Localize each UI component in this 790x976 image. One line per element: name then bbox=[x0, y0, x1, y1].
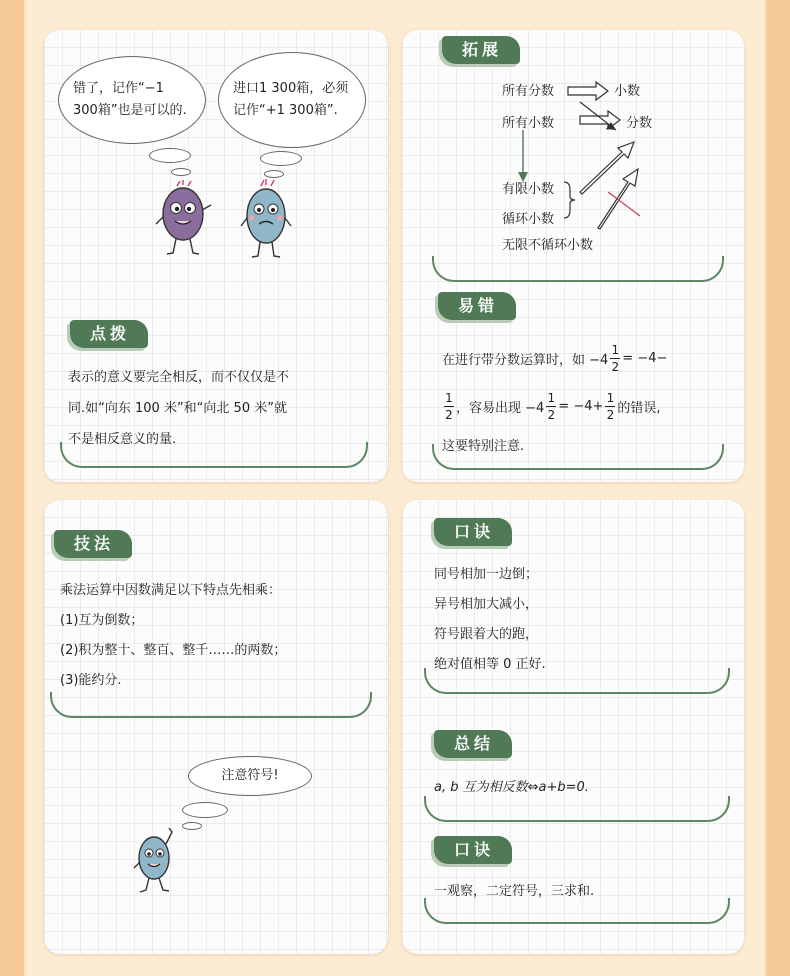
tag-koujue-1: 口诀 bbox=[434, 518, 512, 546]
node-fraction: 分数 bbox=[626, 116, 653, 131]
blue-egg-character bbox=[236, 176, 296, 270]
box-bottom-curve bbox=[424, 796, 730, 822]
text-line: (3)能约分. bbox=[60, 673, 122, 688]
koujue-text bbox=[434, 560, 726, 680]
text-line: 绝对值相等 0 正好. bbox=[434, 657, 546, 672]
fraction-denominator: 2 bbox=[547, 407, 556, 422]
text-line: 异号相加大减小， bbox=[434, 597, 539, 612]
text-line: 符号跟着大的跑， bbox=[434, 627, 539, 642]
node-finite-decimal: 有限小数 bbox=[502, 182, 555, 197]
tag-dianbo: 点拨 bbox=[70, 320, 148, 348]
fraction-one-half bbox=[605, 391, 615, 422]
tag-zongjie: 总结 bbox=[434, 730, 512, 758]
text-line: 不是相反意义的量. bbox=[68, 432, 177, 447]
fraction-denominator: 2 bbox=[445, 407, 453, 422]
node-all-fractions: 所有分数 bbox=[502, 84, 555, 99]
speech-bubble-warning bbox=[188, 756, 312, 796]
box-bottom-curve bbox=[432, 256, 724, 282]
thought-puff bbox=[182, 822, 202, 830]
box-bottom-curve bbox=[60, 442, 368, 468]
classification-arrows bbox=[402, 30, 744, 280]
fraction-one-half bbox=[546, 391, 556, 422]
error-line-2 bbox=[442, 380, 738, 432]
text-line: 同.如“向东 100 米”和“向北 50 米”就 bbox=[68, 401, 287, 416]
tag-tuozhan: 拓展 bbox=[442, 36, 520, 64]
summary-text: a, b 互为相反数⇔a+b=0. bbox=[434, 780, 589, 795]
text-line: 表示的意义要完全相反，而不仅仅是不 bbox=[68, 370, 290, 385]
card-explanation bbox=[44, 30, 388, 482]
left-border-stripe bbox=[0, 0, 24, 976]
speech-bubble-left-text: 错了，记作“−1 300箱”也是可以的. bbox=[73, 81, 187, 118]
koujue-text-2: 一观察，二定符号，三求和. bbox=[434, 884, 595, 899]
fraction-one-half bbox=[610, 343, 620, 374]
node-nonrepeating-decimal: 无限不循环小数 bbox=[502, 238, 594, 253]
fraction-numerator: 1 bbox=[606, 390, 615, 405]
error-line-1 bbox=[442, 336, 738, 380]
node-decimal: 小数 bbox=[614, 84, 641, 99]
node-all-decimals: 所有小数 bbox=[502, 116, 555, 131]
fraction-denominator: 2 bbox=[606, 407, 615, 422]
fraction-one-half bbox=[444, 391, 454, 422]
text-line: 乘法运算中因数满足以下特点先相乘： bbox=[60, 583, 282, 598]
thought-puff bbox=[182, 802, 228, 818]
card-technique bbox=[44, 500, 388, 954]
error-text-part: = −4+ bbox=[558, 398, 604, 414]
error-text-part: 的错误, bbox=[617, 400, 661, 416]
thought-puff bbox=[171, 168, 191, 176]
right-border-stripe bbox=[766, 0, 790, 976]
purple-egg-character bbox=[152, 180, 214, 270]
tag-jifa: 技法 bbox=[54, 530, 132, 558]
tag-yicuo: 易错 bbox=[438, 292, 516, 320]
error-text-part: 在进行带分数运算时，如 −4 bbox=[442, 352, 609, 368]
text-line: (1)互为倒数； bbox=[60, 613, 144, 628]
card-extension bbox=[402, 30, 744, 482]
thought-puff bbox=[149, 148, 191, 163]
text-line: 同号相加一边倒； bbox=[434, 567, 539, 582]
tag-koujue-2: 口诀 bbox=[434, 836, 512, 864]
box-bottom-curve bbox=[50, 692, 372, 718]
thought-puff bbox=[260, 151, 302, 166]
card-mnemonic bbox=[402, 500, 744, 954]
box-bottom-curve bbox=[424, 668, 730, 694]
error-line-3: 这要特别注意. bbox=[442, 439, 525, 454]
text-line: (2)积为整十、整百、整千……的两数； bbox=[60, 643, 287, 658]
error-text-part: = −4− bbox=[622, 350, 668, 366]
blue-egg-character bbox=[132, 822, 182, 898]
error-text-part: ，容易出现 −4 bbox=[456, 400, 545, 416]
fraction-numerator: 1 bbox=[547, 390, 556, 405]
speech-bubble-left bbox=[58, 56, 206, 144]
jifa-text bbox=[60, 576, 382, 696]
fraction-numerator: 1 bbox=[445, 390, 453, 405]
box-bottom-curve bbox=[424, 898, 730, 924]
speech-bubble-right-text: 进口1 300箱，必须记作“+1 300箱”. bbox=[233, 81, 349, 118]
fraction-denominator: 2 bbox=[611, 359, 620, 374]
speech-bubble-warning-text: 注意符号! bbox=[221, 768, 279, 783]
box-bottom-curve bbox=[432, 444, 724, 470]
fraction-numerator: 1 bbox=[611, 342, 620, 357]
node-repeating-decimal: 循环小数 bbox=[502, 212, 555, 227]
speech-bubble-right bbox=[218, 52, 366, 148]
